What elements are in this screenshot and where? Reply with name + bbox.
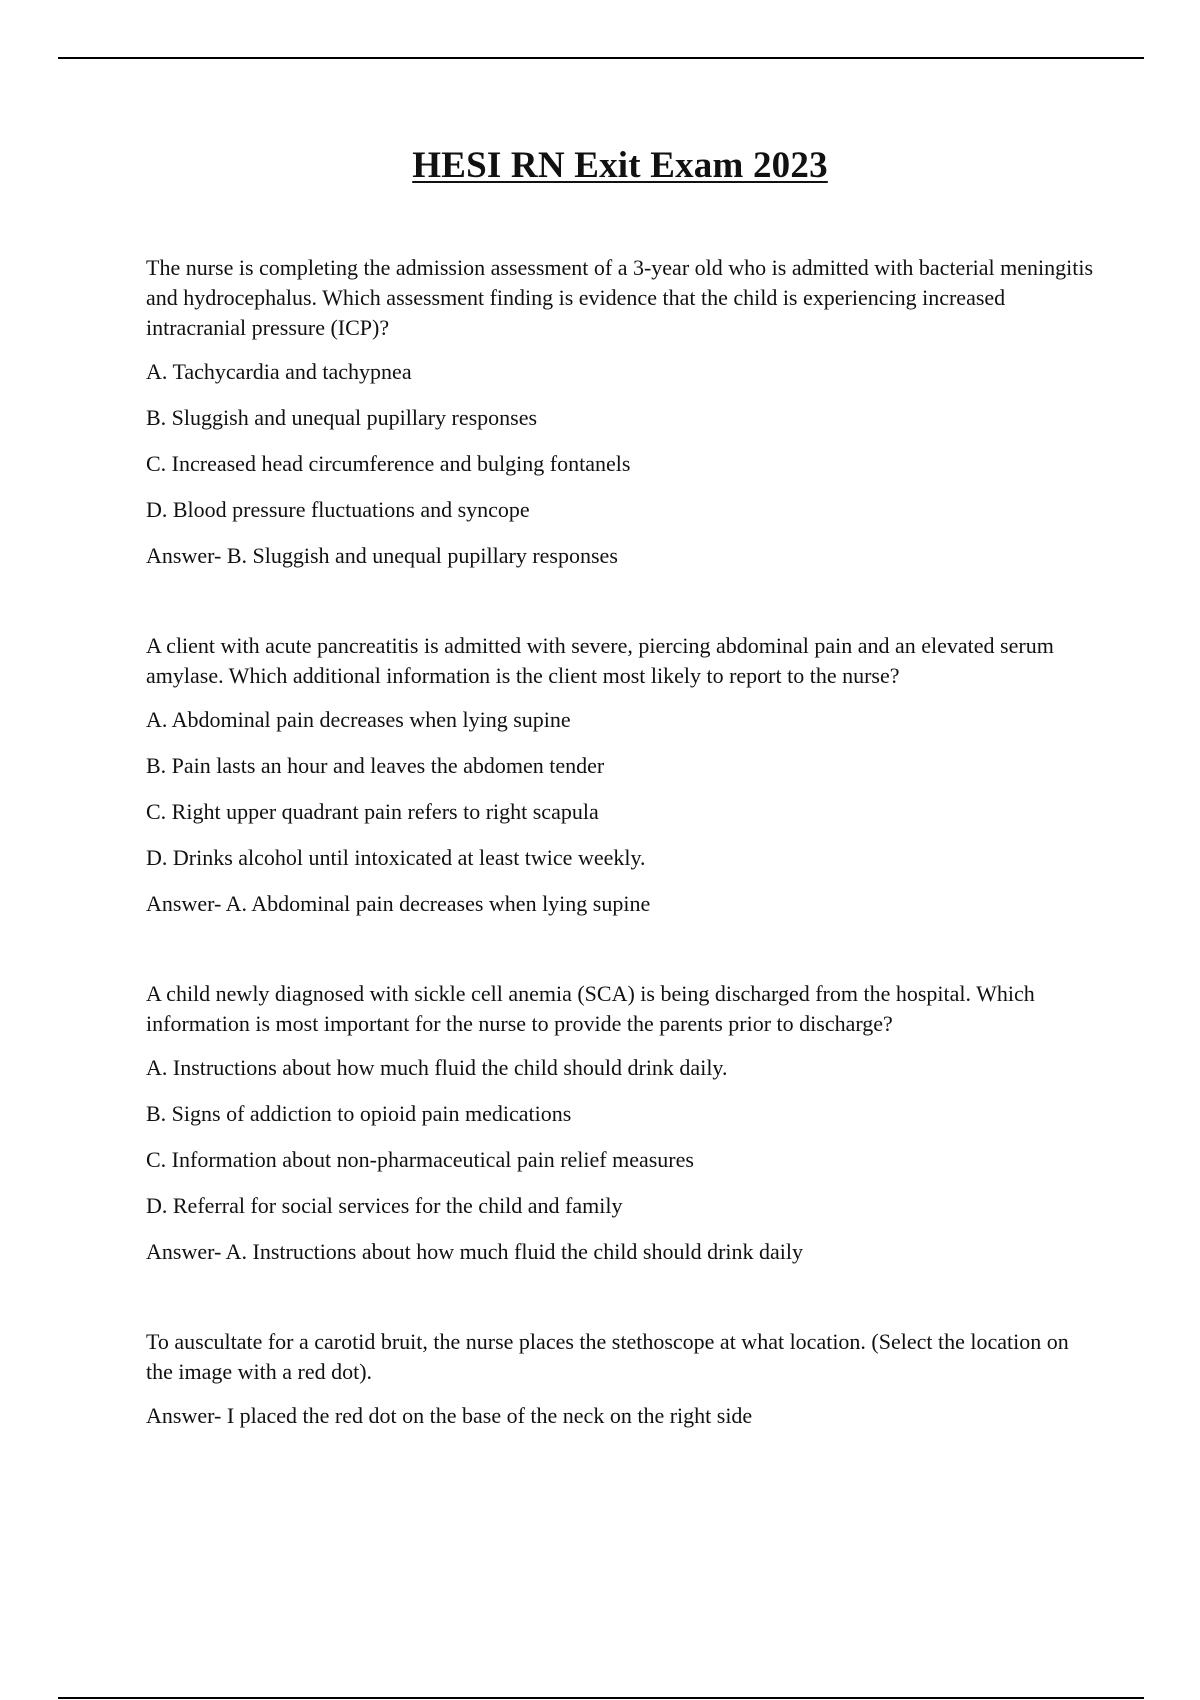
option-a: A. Abdominal pain decreases when lying supine [146, 707, 571, 732]
answer-text: Answer- A. Abdominal pain decreases when lying supine [146, 891, 651, 916]
option-d: D. Blood pressure fluctuations and syncope [146, 497, 530, 522]
option-d: D. Drinks alcohol until intoxicated at least twice weekly. [146, 845, 646, 870]
option-b: B. Sluggish and unequal pupillary responses [146, 405, 538, 430]
page-title: HESI RN Exit Exam 2023 [412, 145, 828, 186]
question-text: A child newly diagnosed with sickle cell anemia (SCA) is being discharged from the hospital. Which information is most important for the nurse to provide the parents prior to discharge? [146, 981, 1035, 1036]
question-spacer [146, 1283, 1096, 1327]
question-spacer [146, 587, 1096, 631]
option-d: D. Referral for social services for the child and family [146, 1193, 623, 1218]
option-c: C. Increased head circumference and bulging fontanels [146, 451, 631, 476]
answer-text: Answer- A. Instructions about how much fluid the child should drink daily [146, 1239, 804, 1264]
question-text: A client with acute pancreatitis is admitted with severe, piercing abdominal pain and an elevated serum amylase. Which additional information is the client most likely to report to the nurse? [146, 633, 1054, 688]
question-text: The nurse is completing the admission assessment of a 3-year old who is admitted with bacterial meningitis and hydrocephalus. Which assessment finding is evidence that the child is experiencing increased intracranial pressure (ICP)? [146, 255, 1094, 340]
top-rule [58, 57, 1144, 59]
option-c: C. Information about non-pharmaceutical pain relief measures [146, 1147, 694, 1172]
option-a: A. Tachycardia and tachypnea [146, 359, 412, 384]
question-3 [146, 979, 1096, 1267]
question-4 [146, 1327, 1096, 1431]
option-a: A. Instructions about how much fluid the child should drink daily. [146, 1055, 728, 1080]
answer-text: Answer- I placed the red dot on the base of the neck on the right side [146, 1403, 753, 1428]
bottom-rule [58, 1697, 1144, 1699]
option-b: B. Pain lasts an hour and leaves the abdomen tender [146, 753, 605, 778]
answer-text: Answer- B. Sluggish and unequal pupillary responses [146, 543, 618, 568]
option-b: B. Signs of addiction to opioid pain medications [146, 1101, 572, 1126]
question-text: To auscultate for a carotid bruit, the nurse places the stethoscope at what location. (Select the location on the image with a red dot). [146, 1329, 1069, 1384]
question-spacer [146, 935, 1096, 979]
option-c: C. Right upper quadrant pain refers to right scapula [146, 799, 599, 824]
question-1 [146, 253, 1096, 571]
question-2 [146, 631, 1096, 919]
document-body [146, 253, 1096, 1447]
